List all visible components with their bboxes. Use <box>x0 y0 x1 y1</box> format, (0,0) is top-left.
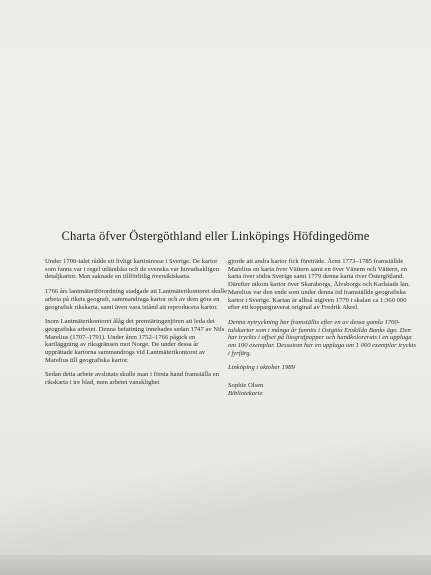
reprint-note: Denna nytryckning har framställts efter en av dessa gamla 1700-talskartor som i många år funnits i Östgöta Enskilda Banks ägo. Den har tryckts i offset på litografpapper och handkolorerats i en upplaga om 100 exemplar. Dessutom har en upplaga om 1 000 exemplar tryckts i fyrfärg. <box>228 318 416 357</box>
paragraph: gjorde att andra kartor fick företräde. Åren 1773–1785 framställde Marelius en karta över Vättern samt en över Vänern och Vättern, en karta över södra Sverige samt 1779 denna karta över Östergötland. Därefter utkom kartor över Skaraborgs, Älvsborgs och Karlstads län. Marelius var den ende som under denna tid framställde geografiska kartor i Sverige. Kartan är alltså utgiven 1779 i skalan ca 1:360 000 efter ett koppargraverat original av Fredrik Akrel. <box>228 258 410 312</box>
paragraph: 1766 års lantmäteriförordning stadgade att Lantmäterikontoret skulle arbeta på rikets geografi, sammandraga kartor och av dem göra en geografisk rikskarta, samt även vara istånd att reproducera kartor. <box>45 288 228 311</box>
paragraph: Sedan detta arbete avslutats skulle man i första hand framställa en rikskarta i tre blad, men arbetet vansklighet <box>45 371 219 387</box>
paragraph: Inom Lantmäterikontoret ålåg det premiäringenjören att leda det geografiska arbetet. Denna befattning innehades sedan 1747 av Nils Marelius (1707–1791). Under åren 1752–1766 pågick en kartläggning av riksgränsen mot Norge. De under dessa år upprättade kartorna sammandrogs vid Lantmäterikontoret av Marelius till geografiska kartor. <box>45 318 225 364</box>
paper-edge <box>0 555 431 575</box>
right-column <box>228 258 418 398</box>
left-column <box>45 258 227 394</box>
signature-role: Bibliotekarie <box>228 389 263 397</box>
signature-block <box>228 382 418 397</box>
paragraph: Under 1700-talet rådde ett livligt kartintresse i Sverige. De kartor som fanns var i regel utländska och de svenska var huvudsakligen detaljkartor. Man saknade en tillförlitlig översiktskarta. <box>45 258 219 281</box>
place-date: Linköping i oktober 1989 <box>228 364 295 372</box>
signature-name: Sophie Olsen <box>228 382 264 390</box>
document-title: Charta öfver Östergöthland eller Linköpings Höfdingedöme <box>61 229 370 243</box>
